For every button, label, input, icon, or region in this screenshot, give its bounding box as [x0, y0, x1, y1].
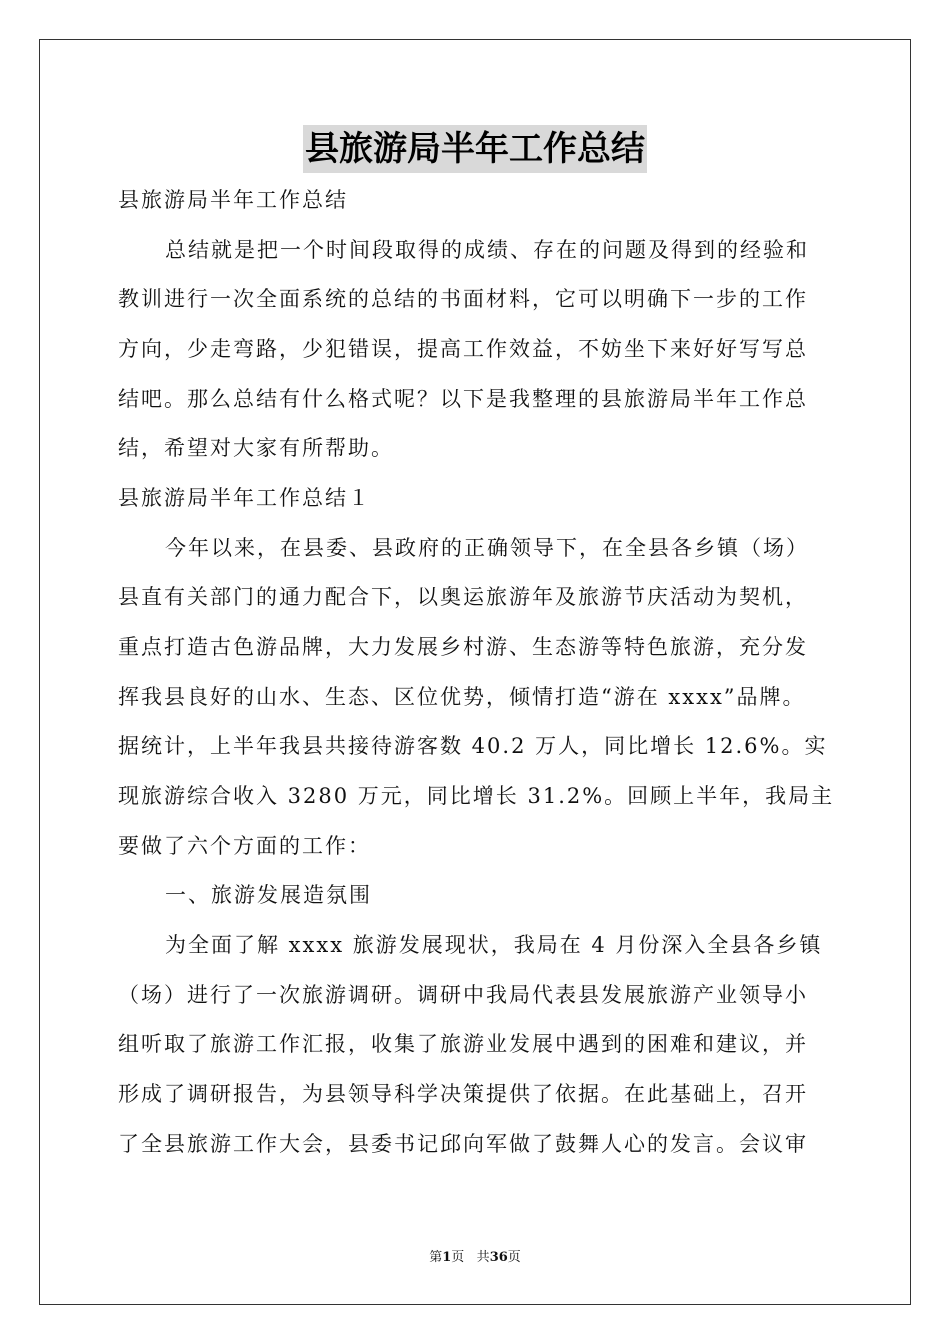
doc-line-9: 县直有关部门的通力配合下，以奥运旅游年及旅游节庆活动为契机，	[118, 585, 808, 609]
page-suffix: 页	[451, 1250, 465, 1265]
doc-line-8: 今年以来，在县委、县政府的正确领导下，在全县各乡镇（场）	[165, 536, 809, 560]
doc-line-10: 重点打造古色游品牌，大力发展乡村游、生态游等特色旅游，充分发	[118, 635, 808, 659]
doc-line-18: 组听取了旅游工作汇报，收集了旅游业发展中遇到的困难和建议，并	[118, 1032, 808, 1056]
document-title: 县旅游局半年工作总结	[303, 125, 647, 173]
total-suffix: 页	[507, 1250, 521, 1265]
doc-line-11: 挥我县良好的山水、生态、区位优势，倾情打造“游在 xxxx”品牌。	[118, 685, 806, 709]
doc-line-16: 为全面了解 xxxx 旅游发展现状，我局在 4 月份深入全县各乡镇	[165, 933, 823, 957]
page-footer	[0, 1246, 950, 1265]
total-prefix: 共	[476, 1250, 490, 1265]
doc-line-4: 方向，少走弯路，少犯错误，提高工作效益，不妨坐下来好好写写总	[118, 337, 808, 361]
doc-line-12: 据统计，上半年我县共接待游客数 40.2 万人，同比增长 12.6%。实	[118, 734, 828, 758]
doc-line-15: 一、旅游发展造氛围	[165, 883, 372, 907]
doc-line-6: 结，希望对大家有所帮助。	[118, 436, 394, 460]
page-number: 1	[442, 1250, 452, 1265]
doc-line-1: 县旅游局半年工作总结	[118, 188, 348, 212]
doc-line-19: 形成了调研报告，为县领导科学决策提供了依据。在此基础上，召开	[118, 1082, 808, 1106]
document-title-wrapper	[0, 125, 950, 173]
doc-line-5: 结吧。那么总结有什么格式呢？以下是我整理的县旅游局半年工作总	[118, 387, 808, 411]
total-pages: 36	[489, 1250, 508, 1265]
doc-line-14: 要做了六个方面的工作：	[118, 834, 371, 858]
page-prefix: 第	[429, 1250, 443, 1265]
doc-line-2: 总结就是把一个时间段取得的成绩、存在的问题及得到的经验和	[165, 238, 809, 262]
doc-line-17: （场）进行了一次旅游调研。调研中我局代表县发展旅游产业领导小	[118, 983, 808, 1007]
doc-line-7: 县旅游局半年工作总结１	[118, 486, 371, 510]
page-border	[39, 39, 911, 1305]
doc-line-3: 教训进行一次全面系统的总结的书面材料，它可以明确下一步的工作	[118, 287, 808, 311]
doc-line-20: 了全县旅游工作大会，县委书记邱向军做了鼓舞人心的发言。会议审	[118, 1132, 808, 1156]
doc-line-13: 现旅游综合收入 3280 万元，同比增长 31.2%。回顾上半年，我局主	[118, 784, 835, 808]
